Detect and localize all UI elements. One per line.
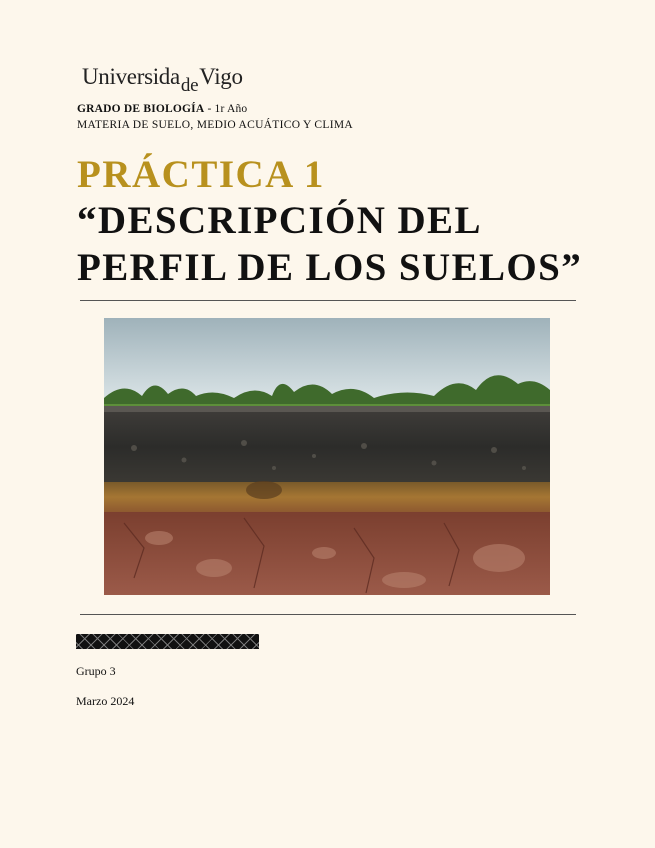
date-label: Marzo 2024 — [76, 694, 135, 708]
practice-number: PRÁCTICA 1 — [77, 153, 325, 196]
group-label: Grupo 3 — [76, 664, 116, 678]
logo-text-universida: Universida — [82, 64, 180, 89]
degree-line — [77, 103, 247, 115]
logo-text-vigo: Vigo — [199, 64, 243, 89]
degree-year: - 1r Año — [204, 103, 248, 115]
redacted-author-bar — [76, 634, 259, 649]
soil-profile-photo — [104, 318, 550, 595]
university-logo — [82, 64, 243, 96]
divider-bottom — [80, 614, 576, 616]
divider-top — [80, 300, 576, 302]
degree-name: GRADO DE BIOLOGÍA — [77, 103, 205, 115]
title-line-2: PERFIL DE LOS SUELOS” — [77, 246, 583, 289]
logo-text-de: de — [180, 75, 199, 96]
title-line-1: “DESCRIPCIÓN DEL — [77, 199, 482, 242]
subject-line: MATERIA DE SUELO, MEDIO ACUÁTICO Y CLIMA — [77, 119, 353, 131]
document-title — [77, 197, 637, 291]
